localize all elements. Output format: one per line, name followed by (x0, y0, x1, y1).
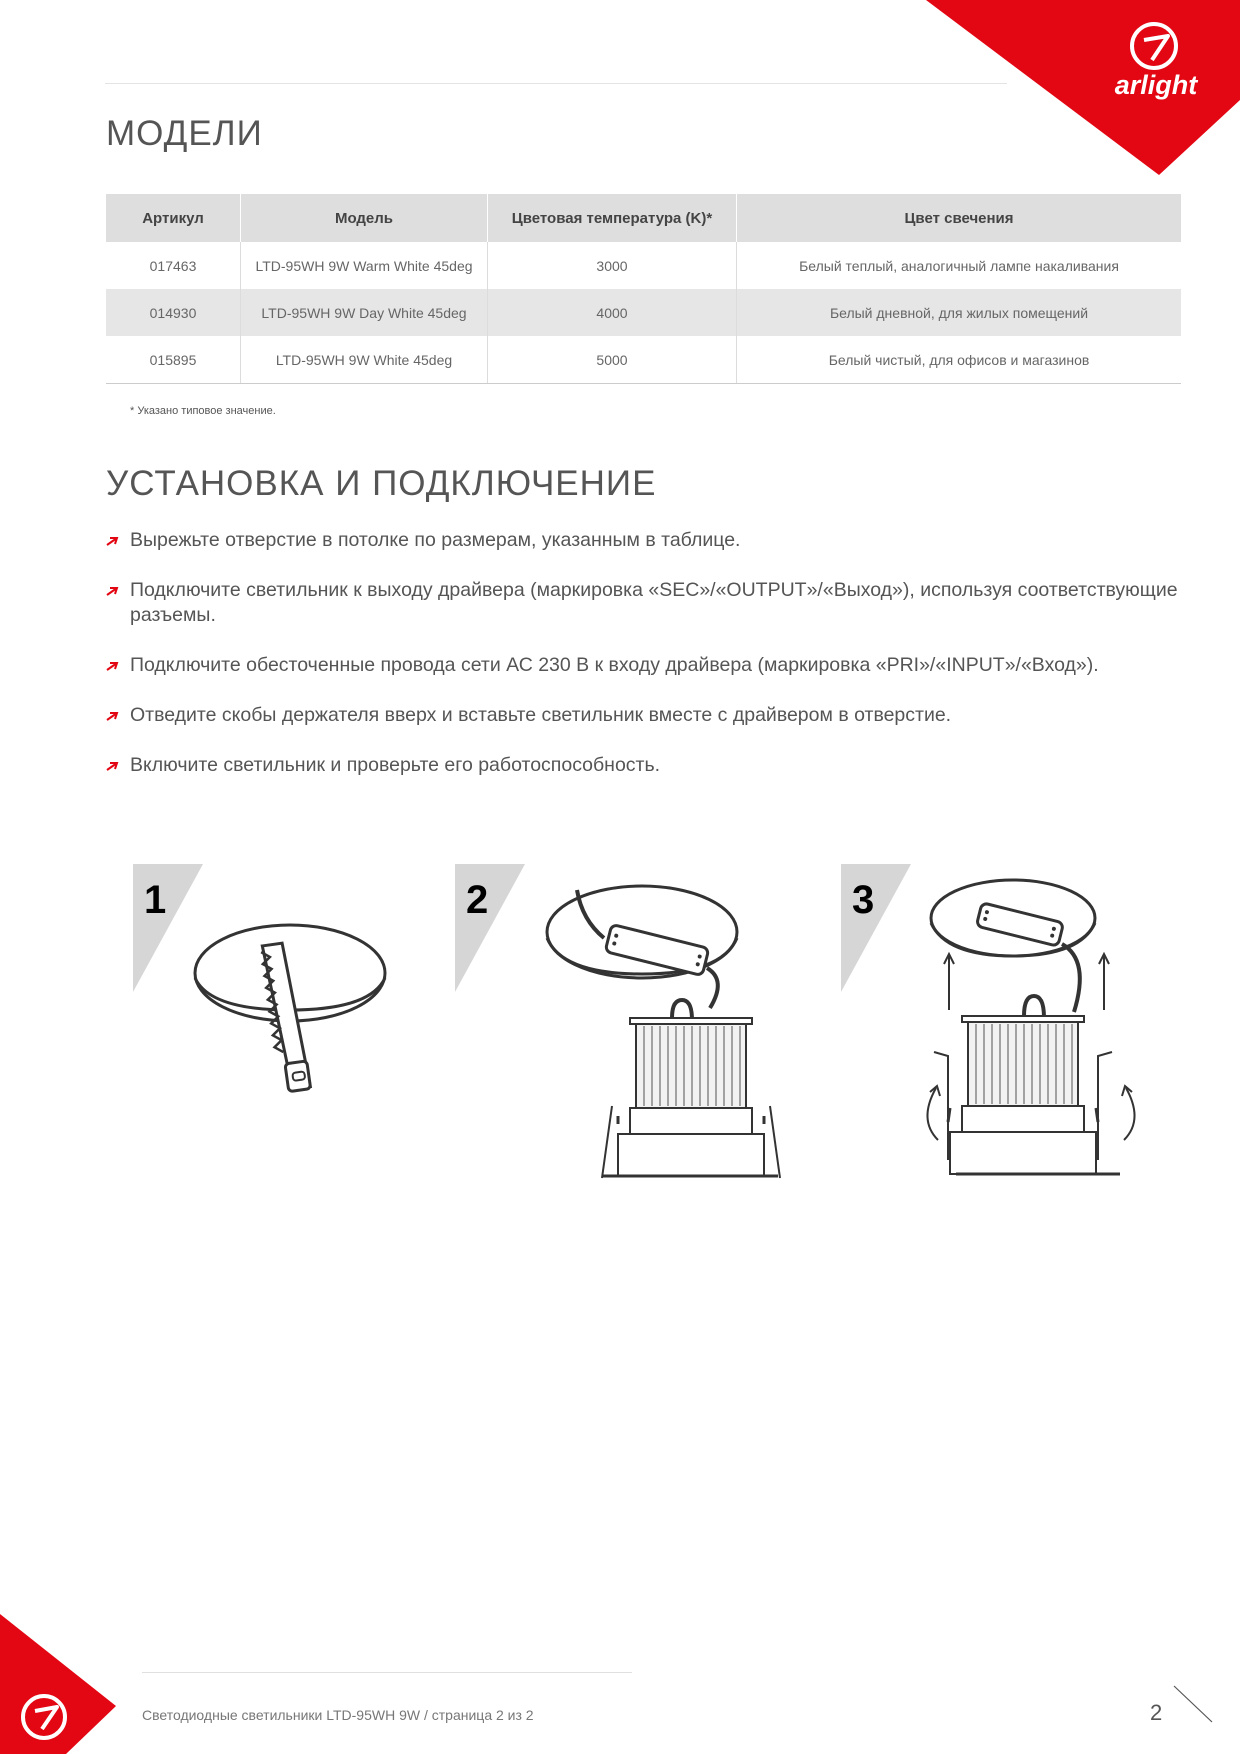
saw-cutting-ceiling-icon (195, 925, 385, 1093)
driver-connection-icon (547, 886, 780, 1178)
step-text: Подключите обесточенные провода сети АС 230 В к входу драйвера (маркировка «PRI»/«INPUT»/«Вход»). (130, 654, 1099, 676)
header-model: Модель (241, 194, 488, 242)
red-arrow-bullet-icon (106, 711, 119, 721)
up-arrow-icon (1099, 954, 1109, 1010)
curved-arrow-icon (1124, 1088, 1135, 1140)
table-footnote: * Указано типовое значение. (130, 405, 276, 417)
red-arrow-bullet-icon (106, 586, 119, 596)
cell-model: LTD-95WH 9W Day White 45deg (241, 289, 488, 336)
page-number: 2 (1150, 1700, 1163, 1725)
step-text: Вырежьте отверстие в потолке по размерам, указанным в таблице. (130, 529, 741, 551)
cell-article: 014930 (106, 289, 241, 336)
spring-clips-insert-icon (927, 880, 1134, 1174)
step-text: Включите светильник и проверьте его работоспособность. (130, 754, 661, 776)
models-table (106, 194, 1181, 384)
figure-number: 2 (466, 878, 489, 922)
header-color-temp: Цветовая температура (K)* (488, 194, 737, 242)
arlight-logo-corner (926, 0, 1240, 175)
step-text: Подключите светильник к выходу драйвера (маркировка «SEC»/«OUTPUT»/«Выход»), используя соответствующие разъемы. (130, 579, 1178, 626)
table-header-row (106, 194, 1181, 242)
top-divider (105, 83, 1007, 84)
list-item (106, 653, 1186, 678)
list-item (106, 578, 1186, 628)
red-arrow-bullet-icon (106, 661, 119, 671)
list-item (106, 528, 1186, 553)
curved-arrow-icon (927, 1088, 938, 1140)
header-article: Артикул (106, 194, 241, 242)
step-text: Отведите скобы держателя вверх и вставьте светильник вместе с драйвером в отверстие. (130, 704, 952, 726)
figure-number: 3 (852, 878, 875, 922)
figure-number: 1 (144, 878, 167, 922)
red-arrow-bullet-icon (106, 536, 119, 546)
cell-model: LTD-95WH 9W Warm White 45deg (241, 242, 488, 289)
figure-2-driver-connection (452, 860, 802, 1180)
cell-article: 015895 (106, 336, 241, 384)
cell-color-temp: 5000 (488, 336, 737, 384)
list-item (106, 703, 1186, 728)
cell-color-temp: 4000 (488, 289, 737, 336)
figure-3-spring-clips-insert (838, 860, 1158, 1180)
page-corner-slash (1170, 1684, 1220, 1724)
table-row (106, 289, 1181, 336)
list-item (106, 753, 1186, 778)
footer-caption: Светодиодные светильники LTD-95WH 9W / страница 2 из 2 (142, 1707, 534, 1723)
up-arrow-icon (944, 954, 954, 1010)
figure-1-saw-cut (130, 860, 410, 1100)
cell-color-temp: 3000 (488, 242, 737, 289)
arlight-wordmark: arlight (1114, 70, 1198, 100)
footer-divider (142, 1672, 632, 1673)
cell-light-color: Белый чистый, для офисов и магазинов (737, 336, 1182, 384)
cell-light-color: Белый дневной, для жилых помещений (737, 289, 1182, 336)
red-arrow-bullet-icon (106, 761, 119, 771)
table-row (106, 242, 1181, 289)
header-light-color: Цвет свечения (737, 194, 1182, 242)
cell-article: 017463 (106, 242, 241, 289)
table-row (106, 336, 1181, 384)
cell-model: LTD-95WH 9W White 45deg (241, 336, 488, 384)
install-section-title: УСТАНОВКА И ПОДКЛЮЧЕНИЕ (106, 464, 657, 503)
models-section-title: МОДЕЛИ (106, 114, 263, 153)
install-steps-list (106, 528, 1186, 803)
cell-light-color: Белый теплый, аналогичный лампе накаливания (799, 257, 1119, 274)
brand-corner-bottom (0, 1614, 120, 1754)
